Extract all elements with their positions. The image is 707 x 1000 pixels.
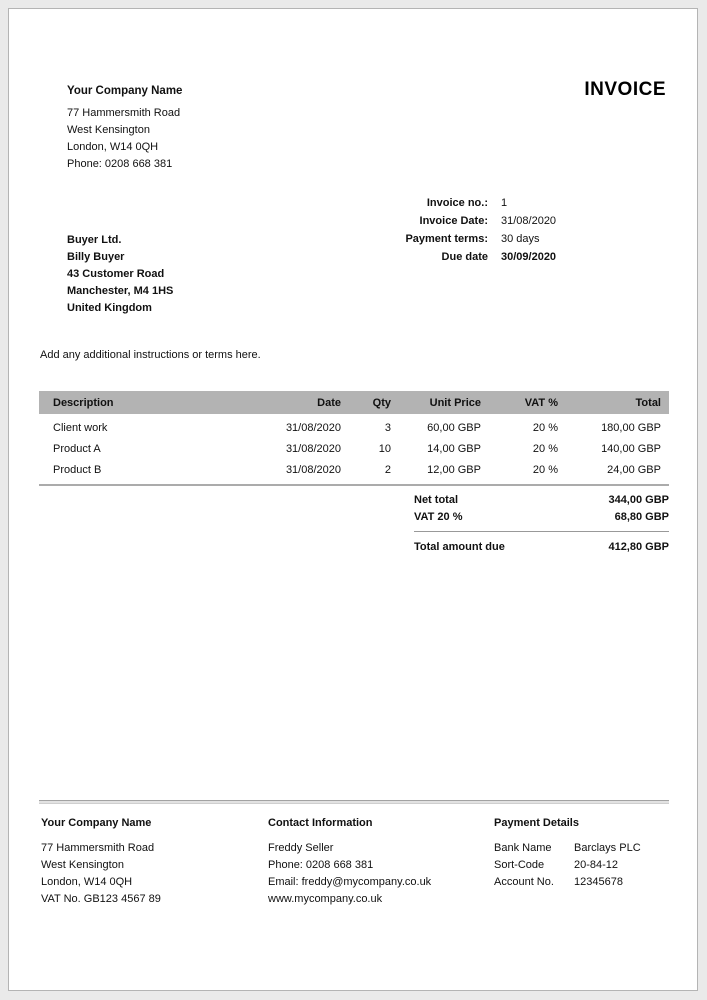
table-row xyxy=(39,459,669,480)
invoice-number-label: Invoice no.: xyxy=(426,197,488,209)
footer-divider-bar xyxy=(39,800,669,804)
invoice-number-value: 1 xyxy=(501,197,508,209)
additional-instructions: Add any additional instructions or terms here. xyxy=(40,349,261,361)
line-items-table xyxy=(39,391,669,480)
footer-contact-block xyxy=(268,815,431,908)
footer-contact-website: www.mycompany.co.uk xyxy=(268,893,383,905)
column-header-qty: Qty xyxy=(341,391,391,414)
invoice-date-value: 31/08/2020 xyxy=(501,215,557,227)
table-header xyxy=(39,391,669,414)
footer-payment-title: Payment Details xyxy=(494,817,579,829)
sort-code-row xyxy=(494,857,641,874)
footer-payment-block xyxy=(494,815,641,891)
item-vat: 20 % xyxy=(532,464,558,476)
due-date-row xyxy=(336,248,666,266)
item-description: Client work xyxy=(53,422,108,434)
seller-address-block xyxy=(67,83,182,173)
footer-company-title: Your Company Name xyxy=(41,817,152,829)
buyer-line: Billy Buyer xyxy=(67,251,125,263)
bank-name-row xyxy=(494,840,641,857)
footer-company-vat-number: VAT No. GB123 4567 89 xyxy=(41,893,161,905)
buyer-address-block xyxy=(67,232,173,317)
net-total-label: Net total xyxy=(414,494,458,506)
bank-name-label: Bank Name xyxy=(494,842,552,854)
footer-contact-title: Contact Information xyxy=(268,817,373,829)
table-row xyxy=(39,414,669,438)
table-row xyxy=(39,438,669,459)
seller-phone: Phone: 0208 668 381 xyxy=(67,158,173,170)
item-date: 31/08/2020 xyxy=(285,443,341,455)
item-qty: 2 xyxy=(384,464,391,476)
payment-terms-label: Payment terms: xyxy=(405,233,488,245)
item-qty: 3 xyxy=(384,422,391,434)
account-number-row xyxy=(494,874,641,891)
vat-label: VAT 20 % xyxy=(414,511,463,523)
invoice-page xyxy=(8,8,698,991)
invoice-date-label: Invoice Date: xyxy=(419,215,488,227)
item-description: Product A xyxy=(53,443,101,455)
net-total-value: 344,00 GBP xyxy=(608,494,669,506)
column-header-vat: VAT % xyxy=(481,391,558,414)
item-qty: 10 xyxy=(378,443,391,455)
item-unit-price: 12,00 GBP xyxy=(427,464,481,476)
buyer-line: 43 Customer Road xyxy=(67,268,165,280)
column-header-date: Date xyxy=(284,391,341,414)
buyer-line: United Kingdom xyxy=(67,302,152,314)
net-total-row xyxy=(414,492,669,509)
table-bottom-divider xyxy=(39,484,669,486)
footer-contact-email: Email: freddy@mycompany.co.uk xyxy=(268,876,432,888)
document-title: INVOICE xyxy=(584,79,666,100)
item-total: 24,00 GBP xyxy=(607,464,661,476)
item-total: 140,00 GBP xyxy=(601,443,661,455)
footer-company-line: London, W14 0QH xyxy=(41,876,133,888)
item-date: 31/08/2020 xyxy=(285,422,341,434)
invoice-date-row xyxy=(336,212,666,230)
column-header-description: Description xyxy=(39,391,284,414)
item-description: Product B xyxy=(53,464,102,476)
bank-name-value: Barclays PLC xyxy=(574,842,641,854)
totals-block xyxy=(414,492,669,556)
total-due-row xyxy=(414,539,669,556)
column-header-unit-price: Unit Price xyxy=(391,391,481,414)
total-due-value: 412,80 GBP xyxy=(608,541,669,553)
payment-terms-value: 30 days xyxy=(501,233,540,245)
footer-company-block xyxy=(41,815,161,908)
item-unit-price: 60,00 GBP xyxy=(427,422,481,434)
invoice-number-row xyxy=(336,194,666,212)
due-date-value: 30/09/2020 xyxy=(501,251,557,263)
due-date-label: Due date xyxy=(441,251,488,263)
totals-divider xyxy=(414,531,669,532)
total-due-label: Total amount due xyxy=(414,541,505,553)
seller-address-line: London, W14 0QH xyxy=(67,141,159,153)
invoice-meta-block xyxy=(336,194,666,266)
footer-company-line: 77 Hammersmith Road xyxy=(41,842,155,854)
footer-company-line: West Kensington xyxy=(41,859,124,871)
buyer-line: Buyer Ltd. xyxy=(67,234,122,246)
footer-contact-phone: Phone: 0208 668 381 xyxy=(268,859,374,871)
column-header-total: Total xyxy=(558,391,669,414)
vat-row xyxy=(414,509,669,526)
vat-value: 68,80 GBP xyxy=(614,511,669,523)
item-vat: 20 % xyxy=(532,443,558,455)
sort-code-value: 20-84-12 xyxy=(574,859,619,871)
account-number-value: 12345678 xyxy=(574,876,623,888)
footer-contact-person: Freddy Seller xyxy=(268,842,334,854)
item-total: 180,00 GBP xyxy=(601,422,661,434)
account-number-label: Account No. xyxy=(494,876,554,888)
payment-terms-row xyxy=(336,230,666,248)
buyer-line: Manchester, M4 1HS xyxy=(67,285,174,297)
seller-address-line: West Kensington xyxy=(67,124,150,136)
item-vat: 20 % xyxy=(532,422,558,434)
item-unit-price: 14,00 GBP xyxy=(427,443,481,455)
seller-address-line: 77 Hammersmith Road xyxy=(67,107,181,119)
sort-code-label: Sort-Code xyxy=(494,859,545,871)
item-date: 31/08/2020 xyxy=(285,464,341,476)
seller-name: Your Company Name xyxy=(67,85,183,97)
